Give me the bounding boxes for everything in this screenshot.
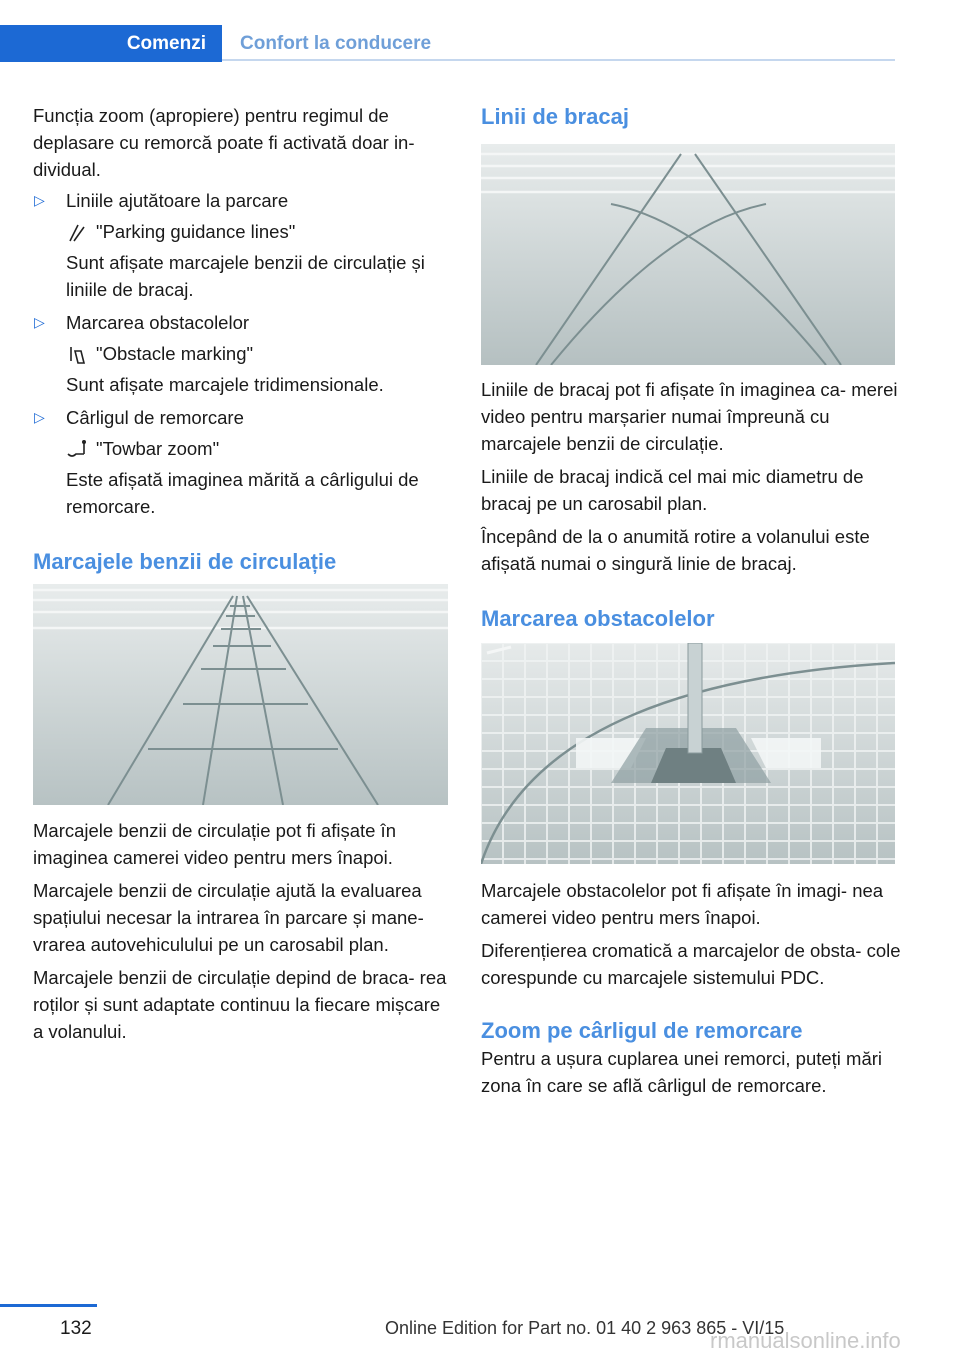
towbar-paragraph: Pentru a ușura cuplarea unei remorci, puteți mări zona în care se află cârligul de remorcare. (481, 1048, 883, 1096)
bullet-triangle-icon: ▷ (34, 314, 45, 330)
option-label: "Towbar zoom" (96, 438, 220, 459)
left-column-bottom (33, 817, 453, 1051)
parking-lines-icon (66, 221, 88, 243)
left-column (33, 102, 449, 576)
bullet-desc: Sunt afișate marcajele benzii de circulație și liniile de bracaj. (66, 252, 425, 300)
option-obstacle-marking[interactable] (66, 340, 449, 367)
heading-turning-lines: Linii de bracaj (481, 104, 629, 129)
bullet-parking-lines (33, 187, 449, 303)
obstacle-paragraph-1: Marcajele obstacolelor pot fi afișate în imagi‐ nea camerei video pentru mers înapoi. (481, 880, 884, 928)
bullet-triangle-icon: ▷ (34, 409, 45, 425)
bullet-title: Cârligul de remorcare (66, 407, 244, 428)
bullet-title: Marcarea obstacolelor (66, 312, 250, 333)
option-towbar-zoom[interactable] (66, 435, 449, 462)
obstacle-marking-illustration (481, 643, 895, 864)
watermark: rmanualsonline.info (710, 1328, 901, 1353)
footer-accent-line (0, 1304, 97, 1307)
lanes-paragraph-3: Marcajele benzii de circulație depind de braca‐ rea roților și sunt adaptate continuu la fiecare mișcare a volanului. (33, 967, 447, 1042)
bullet-desc: Este afișată imaginea mărită a cârligului de remorcare. (66, 469, 419, 517)
turning-paragraph-2: Liniile de bracaj indică cel mai mic diametru de bracaj pe un carosabil plan. (481, 466, 864, 514)
right-column-text (481, 376, 901, 633)
option-parking-lines[interactable] (66, 218, 449, 245)
bullet-desc: Sunt afișate marcajele tridimensionale. (66, 374, 384, 395)
lanes-paragraph-2: Marcajele benzii de circulație ajută la evaluarea spațiului necesar la intrarea în parcare și mane‐ vrarea autovehiculului pe un carosabil plan. (33, 880, 424, 955)
tab-comenzi[interactable]: Comenzi (0, 25, 222, 62)
edition-info: Online Edition for Part no. 01 40 2 963 865 - VI/15 (385, 1318, 785, 1338)
obstacle-paragraph-2: Diferențierea cromatică a marcajelor de obsta‐ cole corespunde cu marcajele sistemului PDC. (481, 940, 901, 988)
bullet-towbar (33, 404, 449, 520)
heading-obstacle-marking: Marcarea obstacolelor (481, 606, 715, 631)
option-label: "Obstacle marking" (96, 343, 254, 364)
intro-paragraph: Funcția zoom (apropiere) pentru regimul de deplasare cu remorcă poate fi activată doar in‐ dividual. (33, 105, 415, 180)
obstacle-icon (66, 343, 88, 365)
bullet-title: Liniile ajutătoare la parcare (66, 190, 289, 211)
lanes-paragraph-1: Marcajele benzii de circulație pot fi afișate în imaginea camerei video pentru mers înapoi. (33, 820, 396, 868)
turning-paragraph-1: Liniile de bracaj pot fi afișate în imaginea ca‐ merei video pentru marșarier numai împreună cu marcajele benzii de circulație. (481, 379, 898, 454)
towbar-icon (66, 438, 88, 460)
right-column-bottom (481, 877, 901, 1105)
tab-underline (222, 59, 895, 61)
bullet-triangle-icon: ▷ (34, 192, 45, 208)
heading-towbar-zoom: Zoom pe cârligul de remorcare (481, 1018, 803, 1043)
lane-markings-illustration (33, 584, 448, 805)
page-number: 132 (60, 1318, 92, 1339)
heading-lane-markings: Marcajele benzii de circulație (33, 549, 337, 574)
option-label: "Parking guidance lines" (96, 221, 296, 242)
bullet-obstacle (33, 309, 449, 398)
turning-lines-illustration (481, 144, 895, 365)
turning-paragraph-3: Începând de la o anumită rotire a volanului este afișată numai o singură linie de bracaj. (481, 526, 870, 574)
tab-confort[interactable]: Confort la conducere (240, 32, 432, 54)
header-tabs (0, 25, 895, 62)
